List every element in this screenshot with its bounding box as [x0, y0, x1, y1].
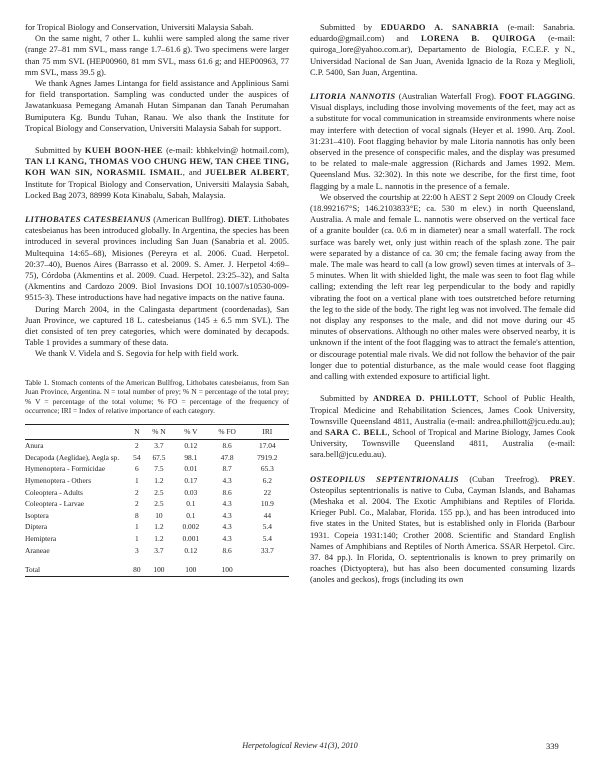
- prey-category: Diptera: [25, 522, 48, 532]
- table-row: [25, 510, 289, 522]
- table-cell: 100: [209, 564, 246, 576]
- table-row: [25, 475, 289, 487]
- submission-note: Submitted by EDUARDO A. SANABRIA (e-mail: Sanabria. eduardo@gmail.com) and LORENA B. QUIROGA (e-mail: quiroga_lore@yahoo.com.ar), Departamento de Biología, F.C.E.F. y N., Universidad Nacional de San Juan, Avenida Ignacio de la Roza y Meglioli, C.P. 5400, San Juan, Argentina.: [310, 22, 575, 77]
- table-cell: 1: [135, 522, 139, 532]
- table-row: [25, 452, 289, 464]
- table-cell: 5.4: [262, 534, 272, 543]
- table-cell: 2: [135, 441, 139, 451]
- table-row: [25, 486, 289, 498]
- table-spacer: [25, 556, 289, 564]
- table-header: % FO: [209, 425, 246, 440]
- table-cell: 1.2: [154, 476, 164, 486]
- table-cell: 67.5: [152, 452, 166, 462]
- page-number: 339: [546, 741, 559, 751]
- table-cell: 8.6: [222, 545, 232, 555]
- table-cell: 2.5: [154, 499, 164, 509]
- table-cell: 33.7: [260, 545, 274, 555]
- table-cell: 100: [173, 564, 208, 576]
- table-cell: 0.17: [184, 476, 198, 486]
- table-cell: 0.1: [186, 510, 196, 520]
- table-header: % N: [145, 425, 173, 440]
- prey-category: Isoptera: [25, 510, 49, 520]
- table-cell: 6.2: [262, 476, 272, 486]
- table-cell: 2: [135, 499, 139, 509]
- table-header: % V: [173, 425, 208, 440]
- paragraph: During March 2004, in the Calingasta department (coordenadas), San Juan Province, we captured 18 L. catesbeianus (145 ± 6.5 mm SVL). The diet consisted of ten prey categories, which were dominated by decapods. Table 1 provides a summary of these data.: [25, 303, 289, 348]
- table-cell: 10: [155, 510, 163, 520]
- table-row: [25, 440, 289, 452]
- table-cell: [246, 564, 289, 576]
- table-cell: 4.3: [222, 476, 232, 486]
- table-cell: 54: [133, 452, 141, 462]
- species-note-osteopilus: OSTEOPILUS SEPTENTRIONALIS (Cuban Treefrog). PREY. Osteopilus septentrionalis is native to Cuba, Cayman Islands, and Bahamas (Meshaka et al. 2004. The Exotic Amphibians and Reptiles of Florida. Krieger Publ. Co., Malabar, Florida. 155 pp.), and has been introduced into five states in the United States, but is established only in Florida (Barbour 1931. Copeia 1931:140; Crother 2008. Scientific and Standard English Names of Amphibians and Reptiles of North America. SSAR Herpetol. Circ. 37. 84 pp.). In Florida, O. septentrionalis is known to prey primarily on roaches (Dictyoptera), but has also been documented consuming lizards (anoles and geckos), frogs (including its own: [310, 473, 575, 585]
- table-cell: 7919.2: [257, 452, 278, 462]
- prey-category: Coleoptera - Adults: [25, 487, 83, 497]
- table-cell: 1: [135, 476, 139, 486]
- submission-note: Submitted by ANDREA D. PHILLOTT, School of Public Health, Tropical Medicine and Rehabilitation Sciences, James Cook University, Townsville Queensland 4811, Australia (e-mail: andrea.phillott@jcu.edu.au); and SARA C. BELL, School of Tropical and Marine Biology, James Cook University, Townsville Queensland 4811, Australia (e-mail: sara.bell@jcu.edu.au).: [310, 393, 575, 460]
- table-cell: 0.12: [184, 441, 198, 451]
- left-column: [25, 22, 289, 577]
- prey-category: Araneae: [25, 545, 50, 555]
- table-cell: 0.1: [186, 499, 196, 509]
- species-note-litoria: LITORIA NANNOTIS (Australian Waterfall Frog). FOOT FLAGGING. Visual displays, including those involving movements of the feet, may act as a substitute for vocal communication in streamside environments where noise may interfere with detection of vocal signals (Heyer et al. 1990. Arq. Zool. 31:231–410). Foot flagging behavior by male Litoria nannotis has only been observed in the presence of conspecific males, and the display was presumed to be related to male-male aggression (Richards and James 1992. Mem. Queensland Mus. 32:302). In this note we describe, for the first time, foot flagging by a male L. nannotis in the presence of a female.: [310, 91, 575, 191]
- species-note-lithobates: LITHOBATES CATESBEIANUS (American Bullfrog). DIET. Lithobates catesbeianus has been introduced globally. In Argentina, the species has been introduced in several provinces including San Juan (Sanabria et al. 2005. Multequina 14:65–68), Misiones (Pereyra et al. 2006. Cuad. Herpetol. 20:37–40), Buenos Aires (Barrasso et al. 2009. S. Amer. J. Herpetol 4:69–75), Córdoba (Akmentins et al. 2009. Cuad. Herpetol. 23:25–32), and Salta (Akmentins and Cardozo 2009. Biol Invasions DOI 10.1007/s10530-009-9515-3). These introductions have had negative impacts on the native fauna.: [25, 214, 289, 303]
- prey-category: Coleoptera - Larvae: [25, 499, 85, 509]
- table-row: [25, 463, 289, 475]
- table-cell: 17.04: [259, 441, 276, 451]
- acknowledgment: We thank V. Videla and S. Segovia for help with field work.: [35, 348, 239, 359]
- journal-footer: Herpetological Review 41(3), 2010: [242, 741, 358, 750]
- table-row: [25, 533, 289, 545]
- table-row: [25, 521, 289, 533]
- prey-category: Hemiptera: [25, 534, 57, 543]
- table-cell: 2.5: [154, 487, 164, 497]
- table-cell: 0.001: [182, 534, 200, 543]
- table-cell: 0.03: [184, 487, 198, 497]
- table-cell: 3.7: [154, 441, 164, 451]
- table-cell: 44: [263, 510, 272, 520]
- table-cell: 2: [135, 487, 139, 497]
- prey-category: Total: [25, 564, 129, 576]
- table-cell: 0.12: [184, 545, 198, 555]
- table-cell: 22: [263, 487, 272, 497]
- table-cell: 1: [135, 534, 139, 543]
- table-cell: 98.1: [184, 452, 198, 462]
- table-row: [25, 498, 289, 510]
- table-cell: 1.2: [154, 534, 164, 543]
- table-cell: 10.9: [260, 499, 274, 509]
- table-row: [25, 544, 289, 556]
- table-cell: 1.2: [154, 522, 164, 532]
- table-cell: 3.7: [154, 545, 164, 555]
- table-header: N: [129, 425, 145, 440]
- table-cell: 4.3: [222, 510, 232, 520]
- prey-category: Decapoda (Aeglidae), Aegla sp.: [25, 452, 120, 462]
- acknowledgment: We thank Agnes James Lintanga for field assistance and Applinious Sami for field transportation. Sampling was conducted under the auspices of Jawatankuasa Pemegang Amanah Hutan Simpanan dan Tanah Perumahan Bumiputera Kg. Bundu Tuhan, Ranau. We also thank the Institute for Tropical Biology and Conservation, Universiti Malaysia Sabah for support.: [25, 78, 289, 133]
- table-header: IRI: [246, 425, 289, 440]
- table-cell: 100: [145, 564, 173, 576]
- table-cell: 5.4: [262, 522, 272, 532]
- table-cell: 0.002: [182, 522, 200, 532]
- stomach-contents-table: [25, 424, 289, 577]
- table-cell: 8.6: [222, 441, 232, 451]
- prey-category: Hymenoptera - Others: [25, 476, 92, 486]
- table-caption: Table 1. Stomach contents of the American Bullfrog, Lithobates catesbeianus, from San Juan Province, Argentina. N = total number of prey; % N = percentage of the total prey; % V = percentage of the total volume; % FO = percentage of the frequency of occurrence; IRI = Index of relative importance of each category.: [25, 377, 289, 416]
- paragraph: On the same night, 7 other L. kuhlii were sampled along the same river (range 27–81 mm SVL, mass range 1.7–61.6 g). Two specimens were larger than 75 mm SVL (HEP00960, 81 mm SVL, mass 61.6 g; and HEP00963, 77 mm SVL, mass 39.5 g).: [25, 33, 289, 77]
- table-cell: 7.5: [154, 464, 164, 474]
- table-header-row: [25, 425, 289, 440]
- table-cell: 8.6: [222, 487, 232, 497]
- table-cell: 80: [129, 564, 145, 576]
- table-header: [25, 425, 129, 440]
- table-cell: 8.7: [222, 464, 232, 474]
- table-cell: 3: [135, 545, 139, 555]
- table-cell: 6: [135, 464, 139, 474]
- prey-category: Anura: [25, 441, 44, 451]
- table-cell: 65.3: [260, 464, 274, 474]
- table-cell: 4.3: [222, 522, 232, 532]
- table-cell: 8: [135, 510, 139, 520]
- table-row: [25, 564, 289, 576]
- paragraph: We observed the courtship at 22:00 h AEST 2 Sept 2009 on Cloudy Creek (18.992167°S; 146.2103833°E; ca. 530 m elev.) in north Queensland, Australia. A male and female L. nannotis were observed on the vertical face of a granite boulder (ca. 0.6 m in diameter) near a small waterfall. The rock surface was barely wet, only just within reach of the splash zone. The pair were separated by a distance of ca. 30 cm; the female facing away from the male. The male was heard to call (a low growl) seven times at intervals of 3–5 minutes. When lit with shielded light, the male was seen to foot flag while calling; extending the left rear leg perpendicular to the body and rapidly vibrating the foot on a vertical plane with toes outstretched before returning the leg to the side of the body. The right leg was not involved. The female did not display any responses to the male, and did not move during our 45 minutes of observations. Although no other males were observed nearby, it is unknown if the intent of the foot flagging was to attract the female's attention, or discourage potential male rivals. We did not follow the behavior of the pair longer due to potential disturbance, as the male would cease foot flagging and calling with extended exposure to artificial light.: [310, 191, 575, 382]
- table-cell: 0.01: [184, 464, 198, 474]
- table-cell: 47.8: [220, 452, 234, 462]
- paragraph: for Tropical Biology and Conservation, Universiti Malaysia Sabah.: [25, 22, 254, 32]
- right-column: [310, 22, 575, 586]
- prey-category: Hymenoptera - Formicidae: [25, 464, 106, 474]
- submission-note: Submitted by KUEH BOON-HEE (e-mail: kbhkelvin@ hotmail.com), TAN LI KANG, THOMAS VOO CHUNG HEW, TAN CHEE TING, KOH WAN SIN, NORASMIL ISMAIL, and JUELBER ALBERT, Institute for Tropical Biology and Conservation, Universiti Malaysia Sabah, Locked Bag 2073, 88999 Kota Kinabalu, Sabah, Malaysia.: [25, 145, 289, 200]
- table-cell: 4.3: [222, 499, 232, 509]
- table-cell: 4.3: [222, 534, 232, 543]
